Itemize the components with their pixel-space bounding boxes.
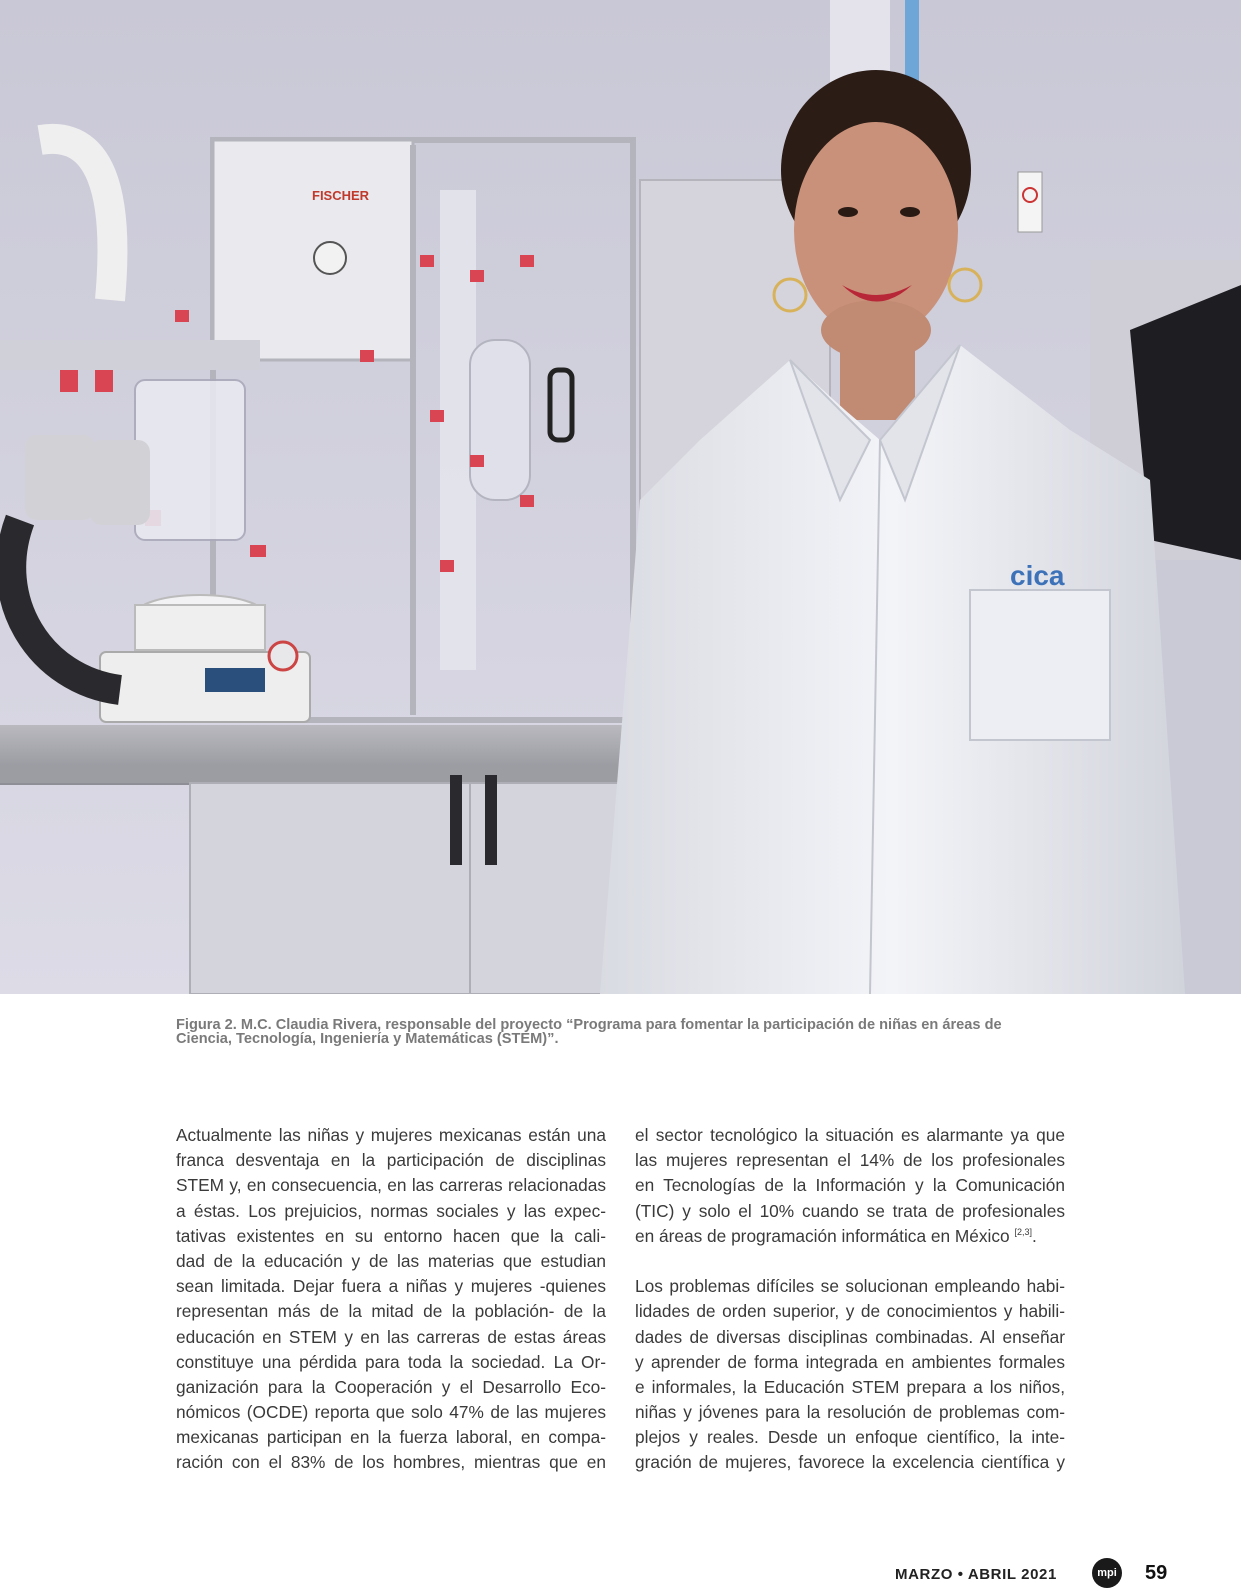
text-line: ganización para la Cooperación y el Desarrollo Eco- bbox=[176, 1376, 606, 1397]
text-line: educación en STEM y en las carreras de estas áreas bbox=[176, 1326, 606, 1347]
caption-line-2: Ciencia, Tecnología, Ingeniería y Matemáticas (STEM)”. bbox=[176, 1031, 559, 1047]
page-number: 59 bbox=[1145, 1562, 1168, 1584]
text-line: Actualmente las niñas y mujeres mexicanas están una bbox=[176, 1125, 606, 1145]
text-line: franca desventaja en la participación de disciplinas bbox=[176, 1150, 606, 1171]
text-line: las mujeres representan el 14% de los profesionales bbox=[635, 1150, 1065, 1171]
page-footer bbox=[880, 1556, 1180, 1590]
fischer-label: FISCHER bbox=[312, 188, 370, 203]
text-line: STEM y, en consecuencia, en las carreras relacionadas bbox=[176, 1175, 606, 1196]
text-line: lidades de orden superior, y de conocimientos y habili- bbox=[635, 1301, 1065, 1322]
text-line-with-citation: en áreas de programación informática en México [2,3]. bbox=[635, 1225, 1037, 1246]
text-line: gración de mujeres, favorece la excelencia científica y bbox=[635, 1452, 1065, 1473]
text-line: en áreas de programación informática en México bbox=[635, 1225, 1010, 1246]
cica-coat-logo: cica bbox=[1010, 560, 1065, 591]
text-line: a éstas. Los prejuicios, normas sociales y las expec- bbox=[176, 1200, 606, 1221]
text-line: en Tecnologías de la Información y la Comunicación bbox=[635, 1175, 1065, 1196]
text-line: y aprender de forma integrada en ambientes formales bbox=[635, 1351, 1065, 1372]
text-line: e informales, la Educación STEM prepara a los niños, bbox=[635, 1376, 1065, 1397]
text-line: Los problemas difíciles se solucionan empleando habi- bbox=[635, 1276, 1065, 1297]
figure-caption bbox=[176, 1018, 1056, 1046]
issue-date: MARZO • ABRIL 2021 bbox=[895, 1566, 1057, 1583]
paragraph-gap bbox=[635, 1249, 1065, 1274]
left-column bbox=[176, 1123, 606, 1476]
mpi-logo-icon: mpi bbox=[1092, 1558, 1122, 1588]
text-line: (TIC) y solo el 10% cuando se trata de profesionales bbox=[635, 1200, 1065, 1221]
text-line: sean limitada. Dejar fuera a niñas y mujeres -quienes bbox=[176, 1276, 606, 1297]
text-line: dad de la educación y de las materias que estudian bbox=[176, 1250, 606, 1271]
text-line: tativas existentes en su entorno hacen que la cali- bbox=[176, 1225, 606, 1246]
text-line: representan más de la mitad de la población- de la bbox=[176, 1301, 606, 1322]
text-line: plejos y reales. Desde un enfoque científico, la inte- bbox=[635, 1427, 1065, 1448]
text-line: el sector tecnológico la situación es alarmante ya que bbox=[635, 1125, 1065, 1145]
text-line: dades de diversas disciplinas combinadas. Al enseñar bbox=[635, 1326, 1065, 1347]
right-column bbox=[635, 1123, 1065, 1476]
caption-line-1: Figura 2. M.C. Claudia Rivera, responsable del proyecto “Programa para fomentar la participación de niñas en áreas de bbox=[176, 1017, 1002, 1033]
text-line: ración con el 83% de los hombres, mientras que en bbox=[176, 1452, 606, 1473]
text-line: constituye una pérdida para toda la sociedad. La Or- bbox=[176, 1351, 606, 1372]
text-line: mexicanas participan en la fuerza laboral, en compa- bbox=[176, 1427, 606, 1448]
pressure-gauge bbox=[314, 242, 346, 274]
text-line: niñas y jóvenes para la resolución de problemas com- bbox=[635, 1402, 1065, 1423]
text-line: nómicos (OCDE) reporta que solo 47% de las mujeres bbox=[176, 1402, 606, 1423]
citation: [2,3] bbox=[1014, 1226, 1032, 1237]
